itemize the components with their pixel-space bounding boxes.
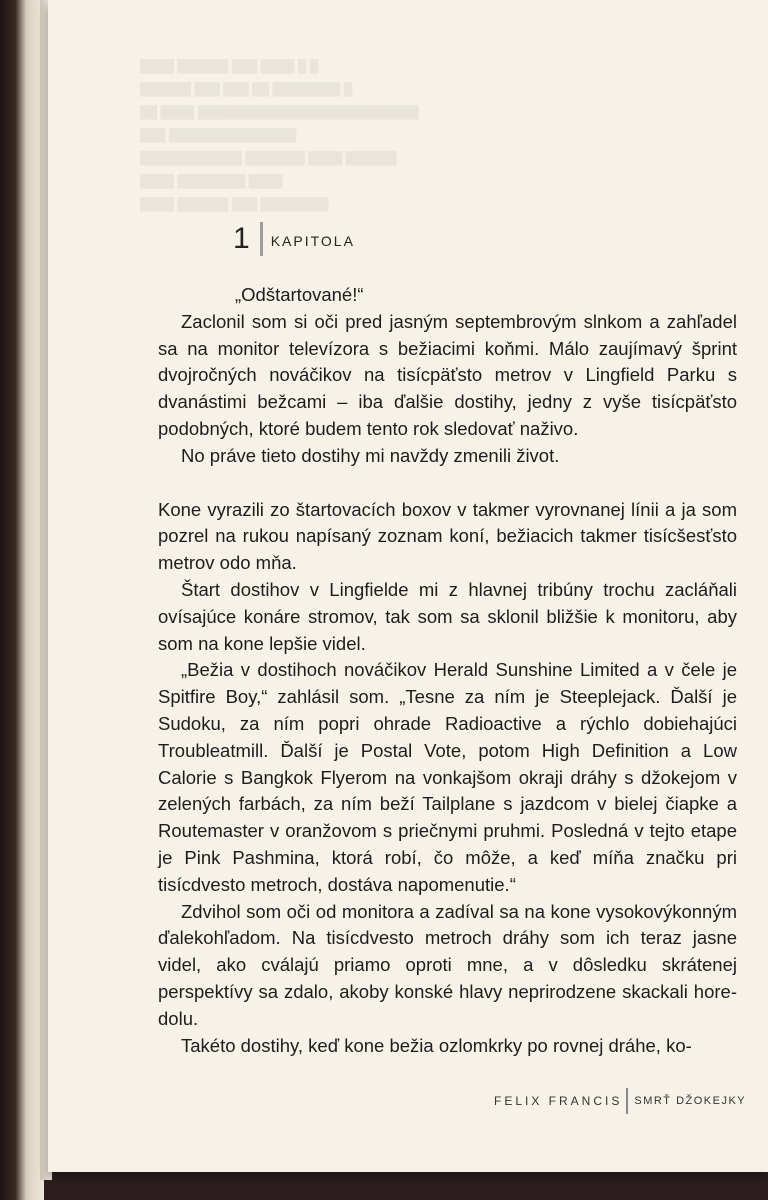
footer-divider [626,1088,628,1114]
paragraph-4: Kone vyrazili zo štartovacích boxov v takmer vyrovnanej línii a ja som pozrel na rukou napísaný zoznam koní, bežiacich takmer tisícšesťsto metrov odo mňa. [158,498,737,574]
paragraph-8: Takéto dostihy, keď kone bežia ozlomkrky po rovnej dráhe, ko- [181,1034,692,1056]
paragraph-6: „Bežia v dostihoch nováčikov Herald Sunshine Limited a v čele je Spitfire Boy,“ zahlásil som. „Tesne za ním je Steeplejack. Ďalší je Sudoku, za ním popri ohrade Radioactive a rýchlo dobiehajúci Troubleatmill. Ďalší je Postal Vote, potom High Definition a Low Calorie s Bangkok Flyerom na vonkajšom okraji dráhy s džokejom v zelených farbách, za ním beží Tailplane s jazdcom v bielej čiapke a Routemaster v oranžovom s priečnymi pruhmi. Posledná v tejto etape je Pink Pashmina, ktorá robí, čo môže, a keď míňa značku pri tisícdvesto metroch, dostáva napomenutie.“ [158,659,737,895]
footer-author: FELIX FRANCIS [494,1094,623,1108]
chapter-number: 1 [233,222,250,255]
running-footer [494,1088,746,1114]
paragraph-7: Zdvihol som oči od monitora a zadíval sa na kone vysokovýkonným ďalekohľadom. Na tisícdvesto metroch dráhy som ich teraz jasne videl, ako cválajú priamo oproti mne, a v dôsledku skrátenej perspektívy sa zdalo, akoby konské hlavy neprirodzene skackali hore-dolu. [158,900,737,1029]
footer-book-title: SMRŤ DŽOKEJKY [634,1095,747,1107]
chapter-label: KAPITOLA [270,233,355,249]
chapter-body [158,282,737,1059]
paragraph-2: Zaclonil som si oči pred jasným septembrovým slnkom a zahľadel sa na monitor televízora s bežiacimi koňmi. Málo zaujímavý šprint dvojročných nováčikov na tisícpäťsto metrov v Lingfield Parku s dvanástimi bežcami – iba ďalšie dostihy, jedny z vyše tisícpäťsto podobných, ktoré budem tento rok sledovať naživo. [158,310,737,439]
paragraph-3: No práve tieto dostihy mi navždy zmenili život. [181,444,560,466]
paragraph-5: Štart dostihov v Lingfielde mi z hlavnej tribúny trochu zacláňali ovísajúce konáre stromov, tak som sa sklonil bližšie k monitoru, aby som na kone lepšie videl. [158,578,737,654]
chapter-heading [233,222,355,256]
chapter-divider [260,222,263,256]
book-spine-edge [0,0,44,1200]
paragraph-1: „Odštartované!“ [235,284,364,305]
